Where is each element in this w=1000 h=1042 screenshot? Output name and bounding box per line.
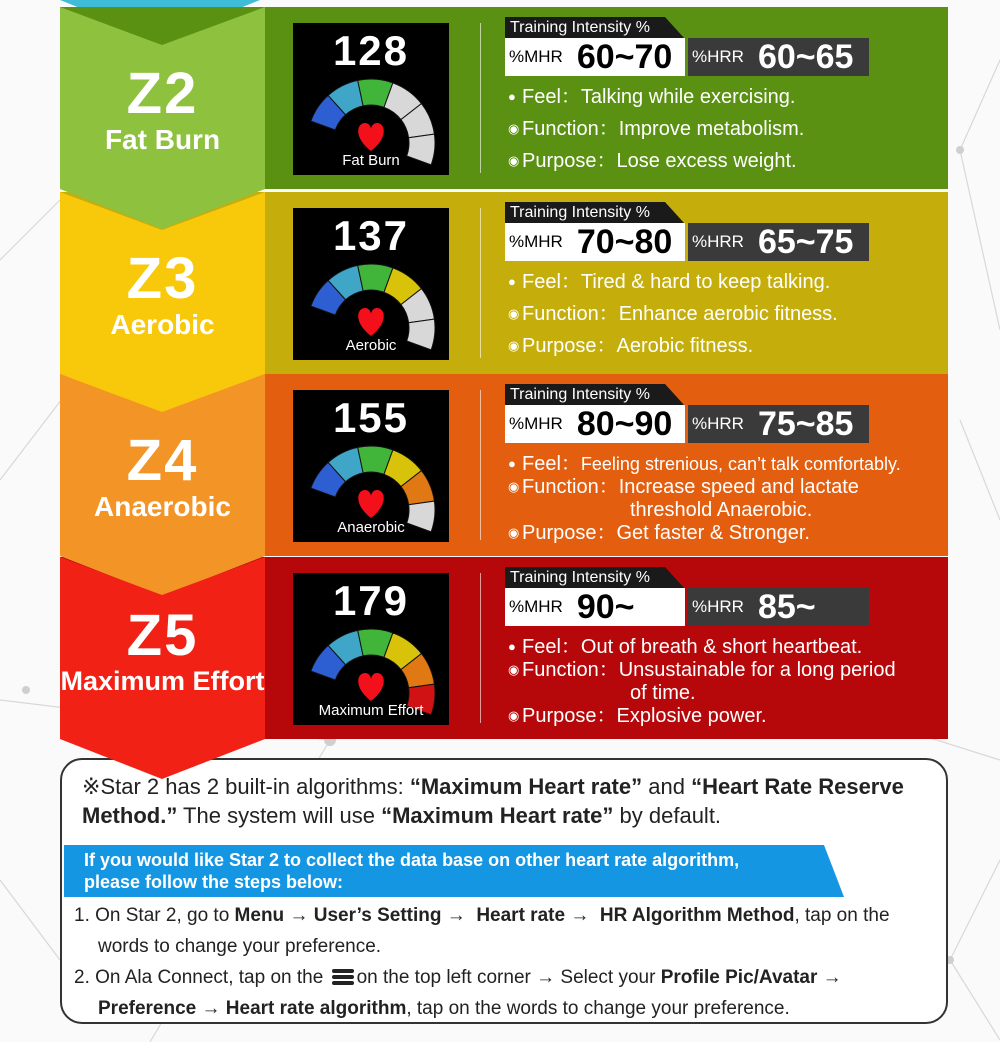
hrr-label: %HRR (692, 232, 744, 251)
zone-number: Z2 (126, 61, 199, 126)
function-line: ◉ Function：Enhance aerobic fitness. (508, 303, 838, 325)
step-1: 1. On Star 2, go to Menu → User’s Setting → Heart rate → HR Algorithm Method, tap on the (74, 905, 890, 926)
mhr-label: %MHR (509, 232, 563, 251)
watch-display (293, 573, 449, 725)
hrr-value: 85~ (757, 587, 816, 626)
mhr-label: %MHR (509, 47, 563, 66)
algorithm-note-box (60, 758, 948, 1024)
steps-list (74, 900, 934, 1024)
feel-line: ● Feel：Out of breath & short heartbeat. (508, 636, 863, 658)
feel-line: ● Feel：Tired & hard to keep talking. (508, 271, 831, 293)
zone-number: Z5 (126, 603, 199, 668)
watch-display (293, 208, 449, 360)
bpm-value: 137 (332, 212, 410, 259)
banner-line-2: please follow the steps below: (84, 872, 344, 892)
hrr-box (688, 38, 869, 76)
mhr-label: %MHR (509, 597, 563, 616)
mhr-box (505, 588, 685, 626)
zone-name: Aerobic (110, 309, 215, 340)
mhr-box (505, 223, 685, 261)
zone-label (60, 246, 265, 341)
zone-number: Z4 (126, 428, 199, 493)
zone-z4 (0, 374, 1000, 556)
training-intensity-tab (505, 17, 650, 39)
purpose-line: ◉ Purpose：Explosive power. (508, 705, 767, 727)
algorithm-note-text: ※Star 2 has 2 built-in algorithms: “Maximum Heart rate” and “Heart Rate Reserve Method.” The system will use “Maximum Heart rate” by default. (82, 774, 904, 828)
note-mark: ※ (82, 774, 101, 799)
bpm-value: 128 (332, 27, 410, 74)
watch-display (293, 23, 449, 175)
zone-name: Anaerobic (94, 491, 231, 522)
hrr-box (688, 588, 869, 626)
purpose-line: ◉ Purpose：Get faster & Stronger. (508, 522, 810, 544)
watch-mode-label: Aerobic (345, 337, 397, 354)
step-2-cont: Preference → Heart rate algorithm, tap on the words to change your preference. (98, 998, 790, 1019)
zone-name: Maximum Effort (60, 666, 265, 696)
heart-icon (358, 308, 384, 336)
bpm-value: 155 (332, 394, 410, 441)
zone-label (60, 61, 265, 156)
mhr-box (505, 38, 685, 76)
hrr-value: 60~65 (757, 37, 854, 76)
mhr-box (505, 405, 685, 443)
training-intensity-tab (505, 202, 650, 224)
step-1-cont: words to change your preference. (98, 936, 382, 957)
purpose-line: ◉ Purpose：Lose excess weight. (508, 150, 797, 172)
heart-icon (358, 673, 384, 701)
divider (480, 390, 481, 540)
heart-icon (358, 123, 384, 151)
hrr-label: %HRR (692, 47, 744, 66)
mhr-label: %MHR (509, 414, 563, 433)
purpose-line: ◉ Purpose：Aerobic fitness. (508, 335, 754, 357)
zone-z2 (0, 7, 1000, 189)
mhr-value: 70~80 (576, 222, 673, 261)
hrr-box (688, 223, 869, 261)
hamburger-menu-icon (332, 969, 354, 985)
function-line: ◉ Function：Improve metabolism. (508, 118, 805, 140)
banner-line-1: If you would like Star 2 to collect the data base on other heart rate algorithm, (84, 850, 740, 870)
hrr-label: %HRR (692, 597, 744, 616)
zone-z5 (0, 557, 1000, 739)
hrr-value: 75~85 (757, 404, 854, 443)
function-line: ◉ Function：Unsustainable for a long period of time. (508, 659, 896, 704)
watch-mode-label: Fat Burn (342, 152, 400, 169)
mhr-value: 90~ (576, 587, 635, 626)
training-intensity-label: Training Intensity % (510, 204, 650, 221)
divider (480, 573, 481, 723)
training-intensity-label: Training Intensity % (510, 569, 650, 586)
zone-z3 (0, 192, 1000, 374)
training-intensity-label: Training Intensity % (510, 19, 650, 36)
divider (480, 23, 481, 173)
hrr-label: %HRR (692, 414, 744, 433)
training-intensity-label: Training Intensity % (510, 386, 650, 403)
training-intensity-tab (505, 384, 650, 406)
zone-label (60, 428, 265, 523)
heart-icon (358, 490, 384, 518)
mhr-value: 60~70 (576, 37, 673, 76)
hrr-box (688, 405, 869, 443)
divider (480, 208, 481, 358)
zone-name: Fat Burn (104, 124, 221, 155)
watch-mode-label: Maximum Effort (318, 702, 424, 719)
bpm-value: 179 (332, 577, 410, 624)
zone-label (60, 603, 265, 697)
hrr-value: 65~75 (757, 222, 854, 261)
zone-number: Z3 (126, 246, 199, 311)
step-2: 2. On Ala Connect, tap on the on the top left corner → Select your Profile Pic/Avatar → (74, 967, 842, 988)
steps-banner (64, 845, 844, 897)
watch-mode-label: Anaerobic (337, 519, 405, 536)
function-line: ◉ Function：Increase speed and lactate threshold Anaerobic. (508, 476, 859, 521)
feel-line: ● Feel：Feeling strenious, can’t talk comfortably. (508, 453, 901, 475)
mhr-value: 80~90 (576, 404, 673, 443)
training-intensity-tab (505, 567, 650, 589)
watch-display (293, 390, 449, 542)
feel-line: ● Feel：Talking while exercising. (508, 86, 796, 108)
